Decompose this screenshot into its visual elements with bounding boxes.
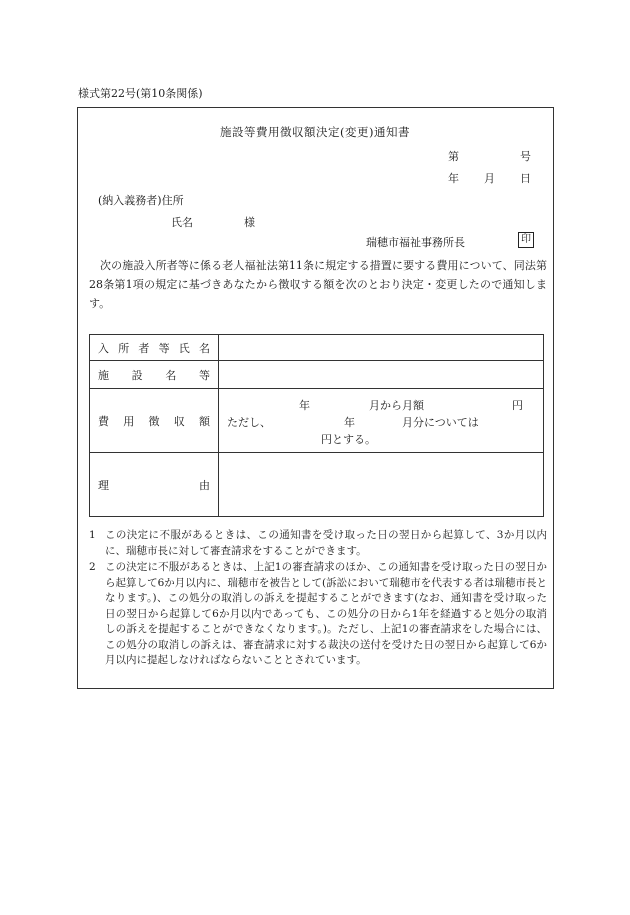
honorific-label: 様 bbox=[244, 216, 255, 229]
label-char: 入 bbox=[98, 341, 109, 355]
label-char: 収 bbox=[173, 414, 185, 428]
reason-label bbox=[98, 477, 210, 493]
label-char: 者 bbox=[138, 341, 150, 355]
fee-line2-prefix: ただし、 bbox=[227, 416, 271, 429]
value-cell-reason bbox=[219, 453, 544, 517]
label-cell-resident-name bbox=[90, 335, 219, 361]
number-suffix: 号 bbox=[520, 150, 531, 163]
label-char: 由 bbox=[199, 478, 210, 492]
intro-text: 次の施設入所者等に係る老人福祉法第11条に規定する措置に要する費用について、同法第28条第1項の規定に基づきあなたから徴収する額を次のとおり決定・変更したので通知します。 bbox=[89, 259, 547, 310]
fee-line2-year: 年 bbox=[344, 416, 355, 429]
issuer-title: 瑞穂市福祉事務所長 bbox=[366, 236, 465, 249]
name-label: 氏名 bbox=[171, 216, 193, 229]
note-text: この決定に不服があるときは、この通知書を受け取った日の翌日から起算して、3か月以内に、瑞穂市長に対して審査請求をすることができます。 bbox=[105, 529, 547, 557]
form-number-label: 様式第22号(第10条関係) bbox=[78, 87, 203, 100]
label-char: 設 bbox=[131, 368, 143, 382]
note-number: 2 bbox=[89, 561, 96, 573]
note-item bbox=[89, 528, 547, 559]
table-row-reason bbox=[90, 453, 544, 517]
fee-line3: 円とする。 bbox=[321, 433, 376, 446]
label-char: 等 bbox=[158, 341, 170, 355]
label-cell-reason bbox=[90, 453, 219, 517]
table-row-resident-name bbox=[90, 335, 544, 361]
fee-line2-month: 月分については bbox=[402, 416, 479, 429]
fee-table bbox=[89, 334, 544, 517]
label-char: 氏 bbox=[178, 341, 190, 355]
fee-line1-from-month: 月から月額 bbox=[369, 399, 424, 412]
table-row-facility-name bbox=[90, 361, 544, 389]
fee-line1-yen: 円 bbox=[512, 399, 523, 412]
label-char: 施 bbox=[98, 368, 109, 382]
note-text: この決定に不服があるときは、上記1の審査請求のほか、この通知書を受け取った日の翌日から起算して6か月以内に、瑞穂市を被告として(訴訟において瑞穂市を代表する者は瑞穂市長となります。)、この処分の取消しの訴えを提起することができます(なお、通知書を受け取った日の翌日から起算して6か月以内であっても、この処分の日から1年を経過すると処分の取消しの訴えを提起することができなくなります。)。ただし、上記1の審査請求をした場合には、この処分の取消しの訴えは、審査請求に対する裁決の送付を受けた日の翌日から起算して6か月以内に提起しなければならないこととされています。 bbox=[105, 561, 547, 666]
date-month: 月 bbox=[484, 172, 495, 185]
label-char: 徴 bbox=[148, 414, 160, 428]
value-cell-fee-amount bbox=[219, 389, 544, 453]
label-char: 費 bbox=[98, 414, 109, 428]
facility-name-label bbox=[98, 367, 210, 383]
notes-section bbox=[89, 528, 547, 669]
value-cell-facility-name bbox=[219, 361, 544, 389]
value-cell-resident-name bbox=[219, 335, 544, 361]
seal-mark bbox=[514, 232, 534, 248]
label-char: 等 bbox=[198, 368, 210, 382]
label-char: 所 bbox=[118, 341, 130, 355]
table-row-fee-amount bbox=[90, 389, 544, 453]
note-item bbox=[89, 560, 547, 669]
fee-amount-label bbox=[98, 413, 210, 429]
note-number: 1 bbox=[89, 529, 96, 541]
document-title: 施設等費用徴収額決定(変更)通知書 bbox=[220, 125, 410, 139]
label-cell-fee-amount bbox=[90, 389, 219, 453]
label-char: 用 bbox=[123, 414, 135, 428]
date-year: 年 bbox=[448, 172, 459, 185]
number-prefix: 第 bbox=[448, 150, 459, 163]
label-char: 額 bbox=[199, 414, 210, 428]
intro-paragraph bbox=[89, 256, 547, 313]
label-cell-facility-name bbox=[90, 361, 219, 389]
label-char: 名 bbox=[165, 368, 177, 382]
resident-name-label bbox=[98, 340, 210, 356]
label-char: 名 bbox=[198, 341, 210, 355]
address-label: (納入義務者)住所 bbox=[98, 194, 184, 207]
date-day: 日 bbox=[520, 172, 531, 185]
fee-line1-year: 年 bbox=[299, 399, 310, 412]
label-char: 理 bbox=[98, 478, 109, 492]
seal-text: 印 bbox=[518, 232, 534, 248]
